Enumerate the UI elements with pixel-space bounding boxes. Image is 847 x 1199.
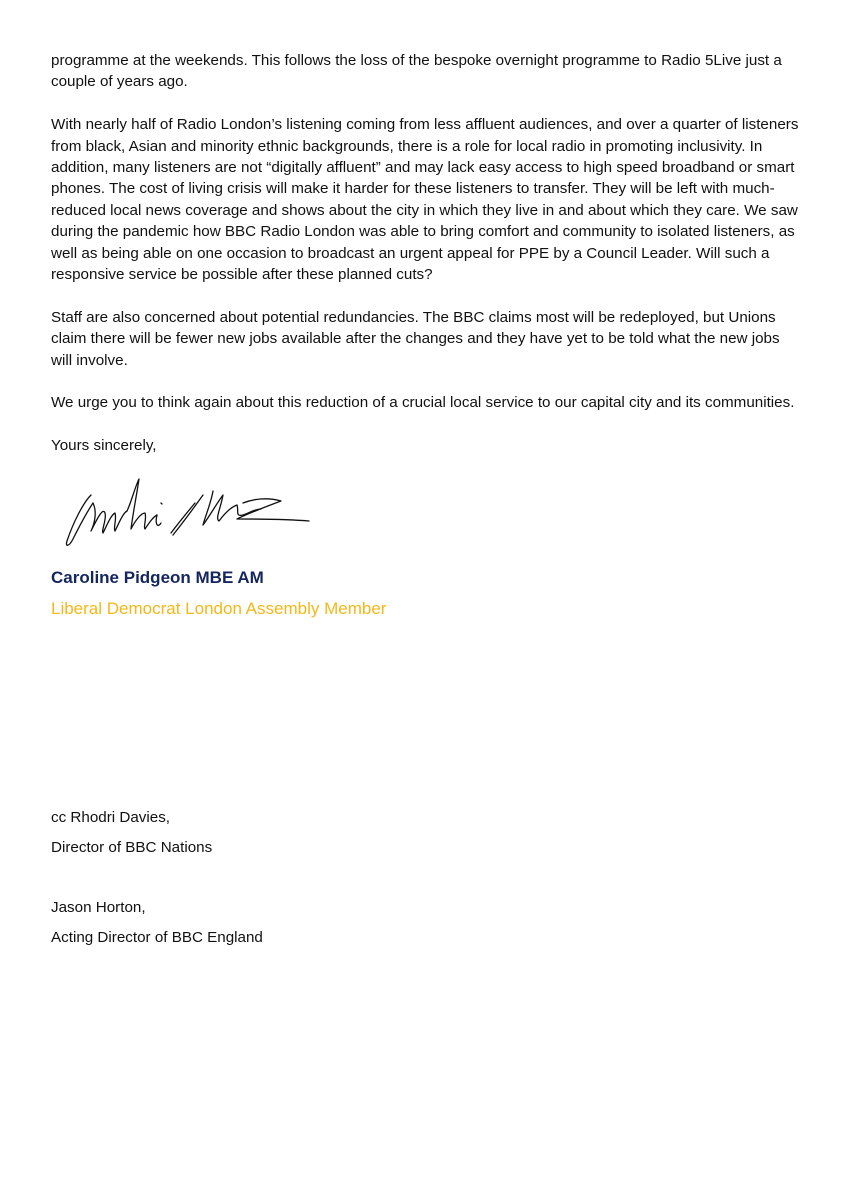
signer-title: Liberal Democrat London Assembly Member	[51, 598, 387, 618]
paragraph-staff-redundancies: Staff are also concerned about potential redundancies. The BBC claims most will be redeployed, but Unions claim there will be fewer new jobs available after the changes and they have yet to be told what the new jobs will involve.	[51, 308, 780, 369]
cc-recipient-name: cc Rhodri Davies,	[51, 809, 171, 826]
spacer	[51, 863, 651, 893]
letter-body	[51, 50, 801, 620]
cc-recipient-name: Jason Horton,	[51, 899, 146, 916]
signer-name: Caroline Pidgeon MBE AM	[51, 567, 264, 587]
handwritten-signature	[53, 473, 313, 553]
paragraph-urge-reconsider: We urge you to think again about this reduction of a crucial local service to our capital city and its communities.	[51, 394, 795, 412]
closing-salutation: Yours sincerely,	[51, 437, 157, 455]
cc-recipients	[51, 803, 651, 953]
paragraph-weekend-programme: programme at the weekends. This follows the loss of the bespoke overnight programme to Radio 5Live just a couple of years ago.	[51, 52, 782, 91]
cc-recipient-role: Director of BBC Nations	[51, 839, 213, 856]
cc-recipient-role: Acting Director of BBC England	[51, 929, 263, 946]
paragraph-listeners: With nearly half of Radio London’s listening coming from less affluent audiences, and over a quarter of listeners from black, Asian and minority ethnic backgrounds, there is a role for local radio in promoting inclusivity. In addition, many listeners are not “digitally affluent” and may lack easy access to high speed broadband or smart phones. The cost of living crisis will make it harder for these listeners to transfer. They will be left with much-reduced local news coverage and shows about the city in which they live in and about which they care. We saw during the pandemic how BBC Radio London was able to bring comfort and community to isolated listeners, as well as being able on one occasion to broadcast an urgent appeal for PPE by a Council Leader. Will such a responsive service be possible after these planned cuts?	[51, 116, 799, 284]
